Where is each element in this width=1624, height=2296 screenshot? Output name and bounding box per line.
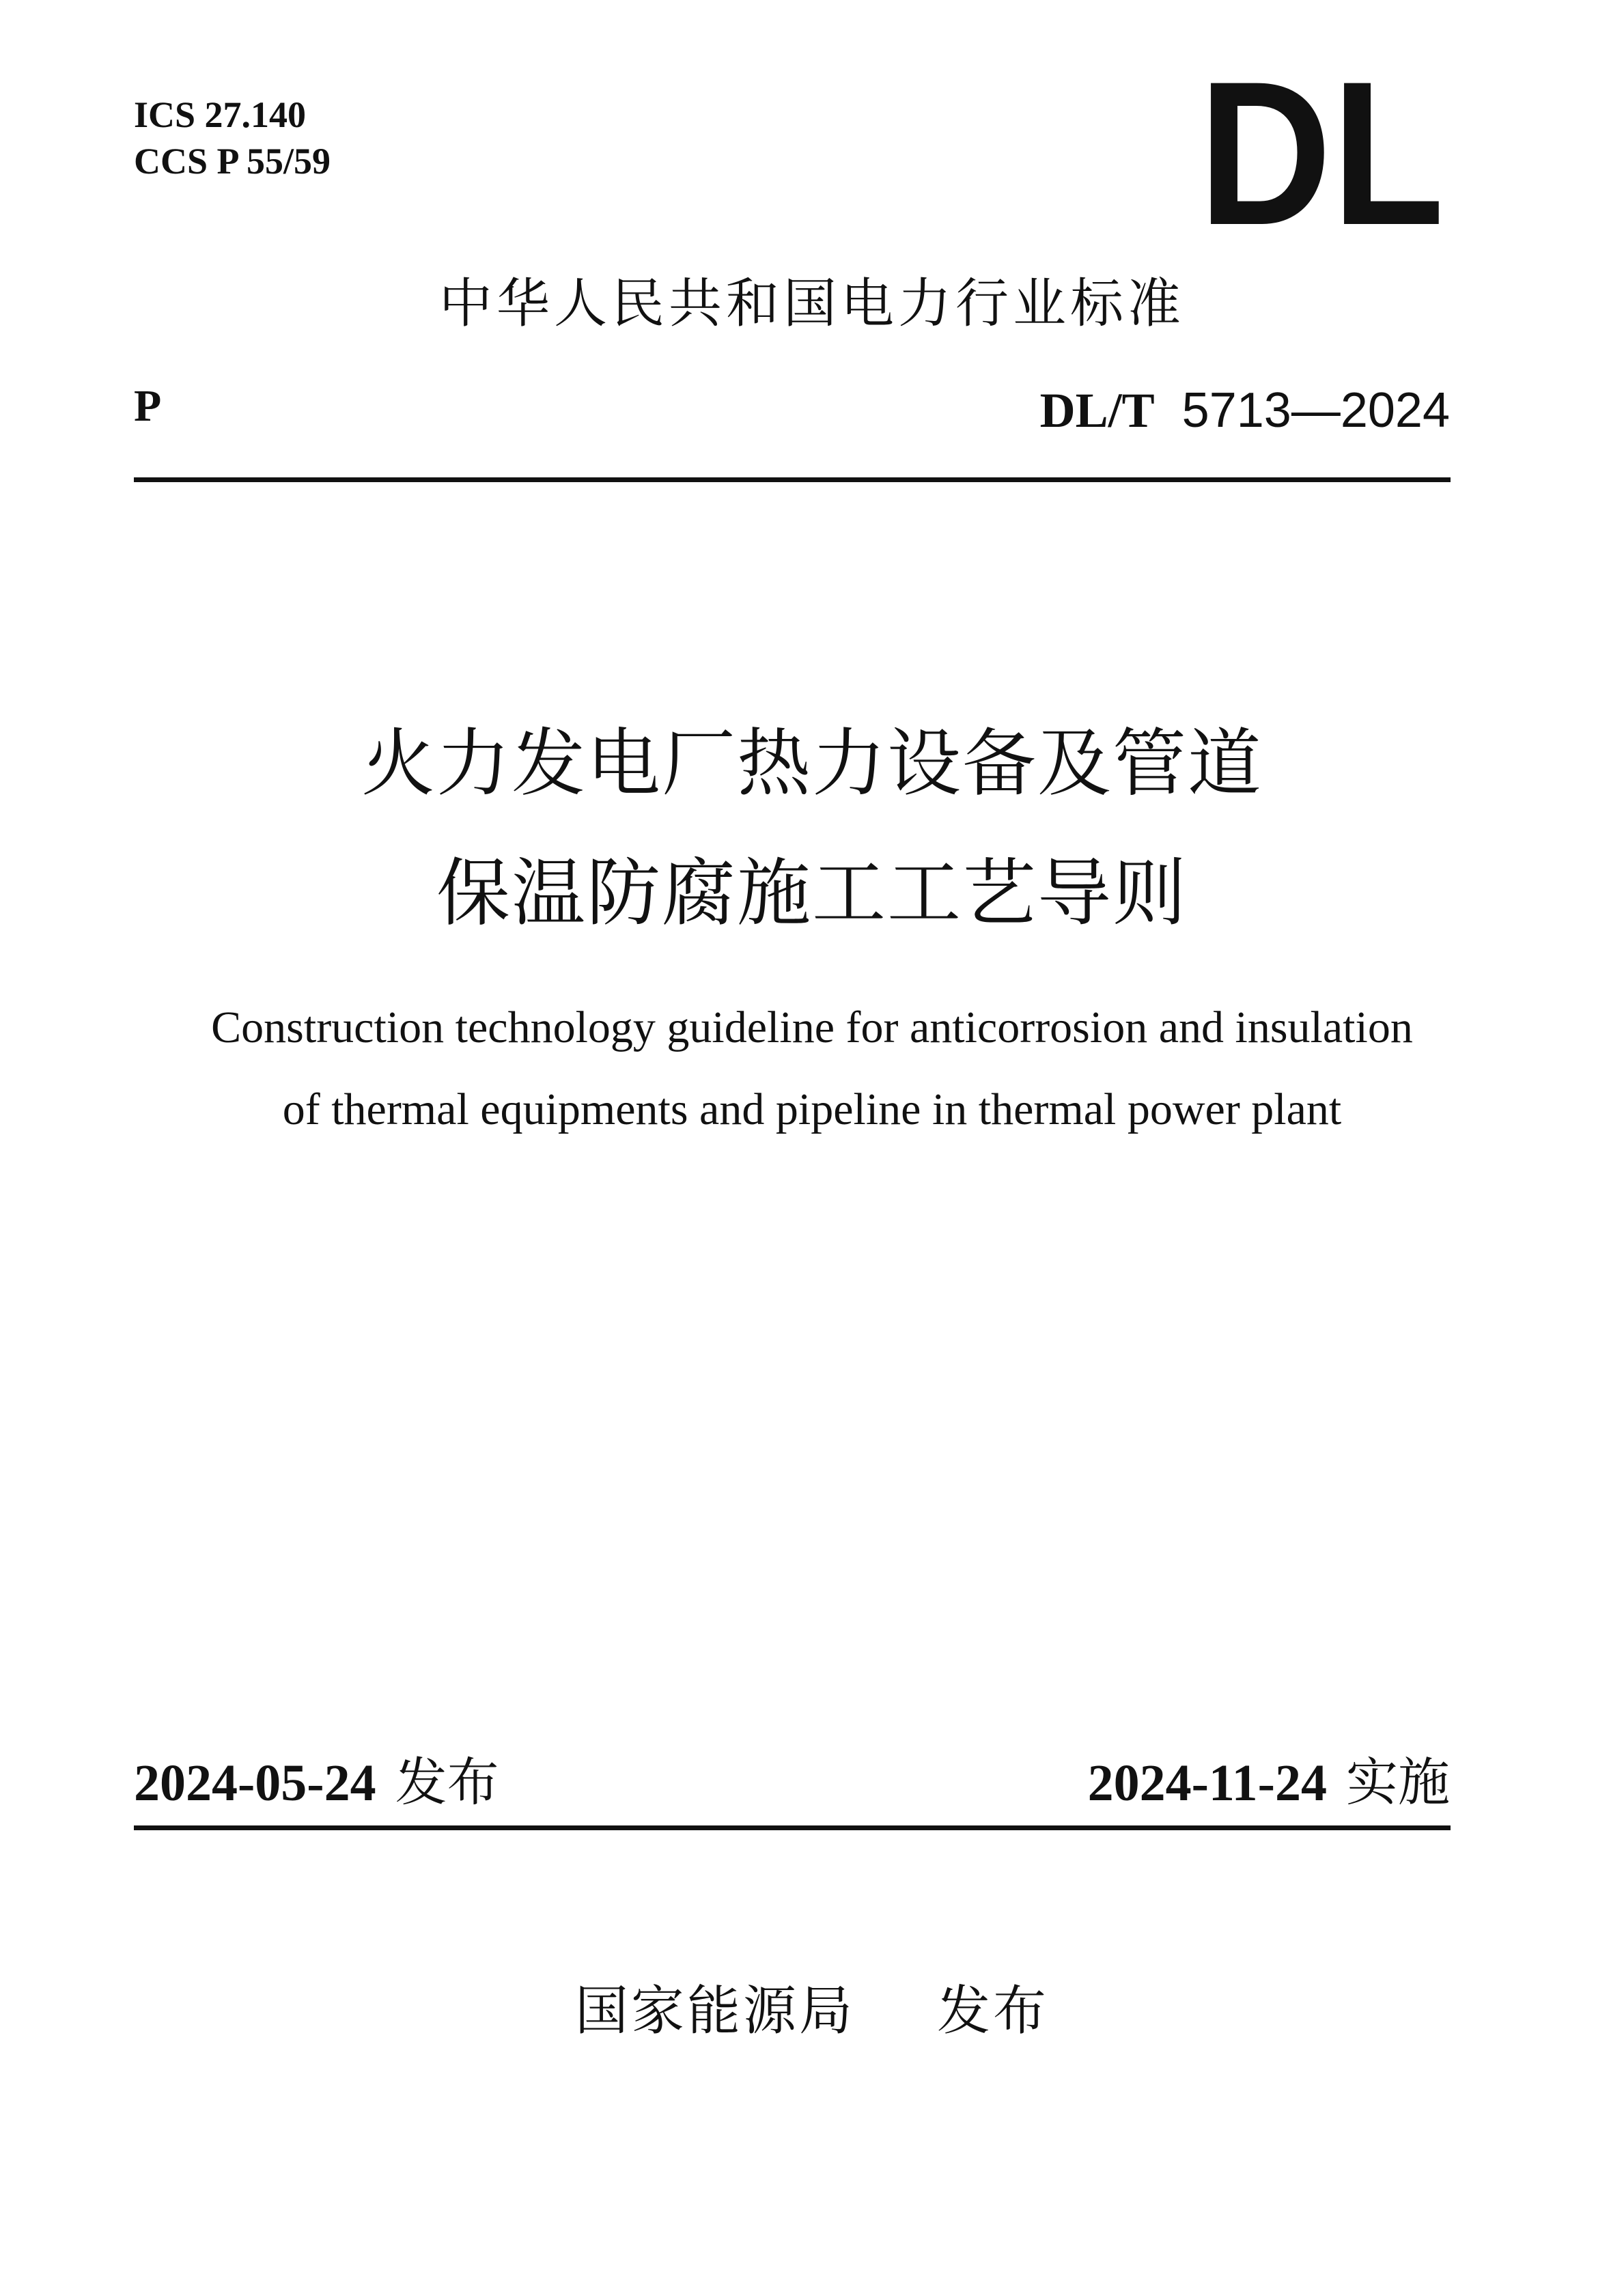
issue-label: 发布 xyxy=(395,1752,499,1812)
category-letter: P xyxy=(134,381,162,431)
ccs-code: CCS P 55/59 xyxy=(134,141,331,182)
org-title: 中华人民共和国电力行业标准 xyxy=(438,273,1185,335)
effective-date-block xyxy=(1088,1750,1450,1816)
issue-date: 2024-05-24 xyxy=(134,1754,376,1812)
standard-num: 5713—2024 xyxy=(1181,383,1450,438)
ics-code: ICS 27.140 xyxy=(134,94,307,135)
title-zh-line2: 保温防腐施工工艺导则 xyxy=(436,854,1188,935)
standard-code: DL/T xyxy=(1039,383,1155,438)
issuer-org: 国家能源局 xyxy=(574,1980,855,2042)
title-zh-line1: 火力发电厂热力设备及管道 xyxy=(361,724,1263,805)
dl-logo xyxy=(1192,68,1451,232)
standard-number xyxy=(1040,381,1450,440)
top-rule xyxy=(134,477,1451,482)
issue-date-block xyxy=(134,1750,499,1816)
dl-logo-text: DL xyxy=(1199,68,1444,232)
issuer-action: 发布 xyxy=(937,1980,1050,2042)
bottom-rule xyxy=(134,1825,1451,1830)
title-en-line2: of thermal equipments and pipeline in thermal power plant xyxy=(282,1084,1342,1134)
title-en-line1: Construction technology guideline for anticorrosion and insulation xyxy=(211,1003,1413,1052)
effective-date: 2024-11-24 xyxy=(1087,1754,1327,1812)
classification-codes xyxy=(134,92,331,184)
issuer-line xyxy=(0,1974,1624,2049)
effective-label: 实施 xyxy=(1346,1752,1450,1812)
